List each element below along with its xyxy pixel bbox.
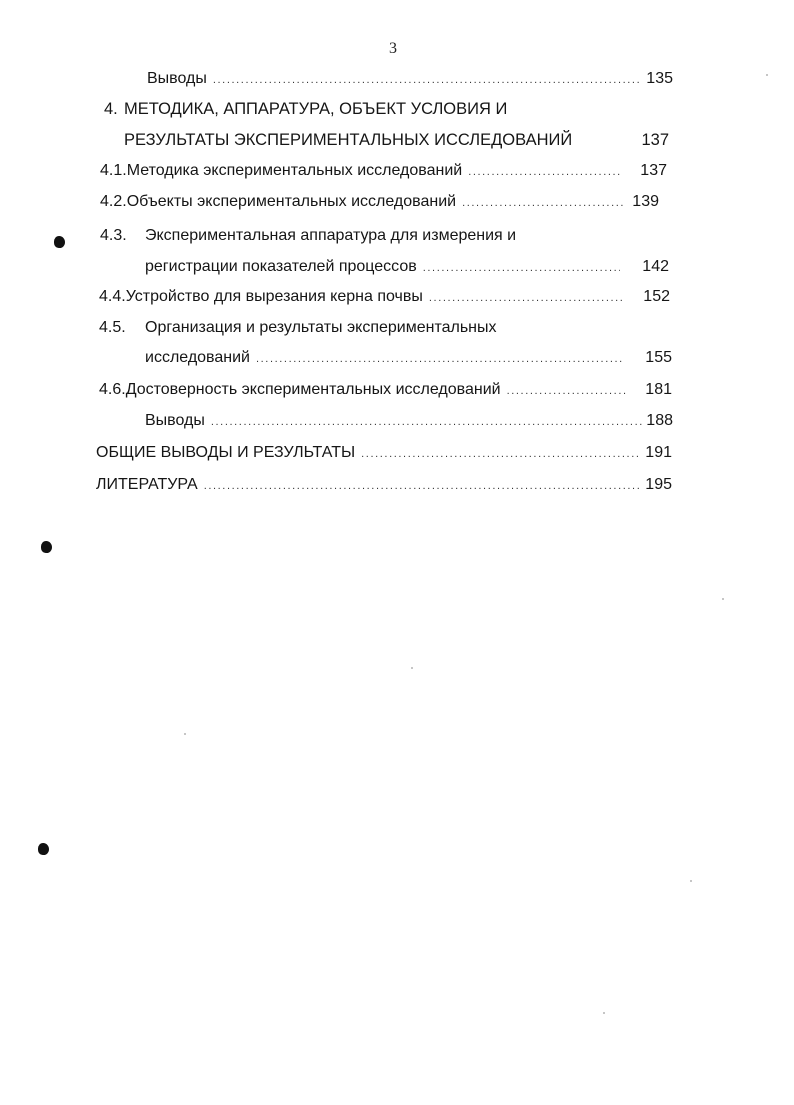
- dot-leader: [213, 69, 642, 91]
- dot-leader: [429, 287, 623, 309]
- toc-entry-page: 135: [646, 70, 673, 87]
- toc-entry-number: 4.: [104, 100, 118, 118]
- dot-leader: [361, 443, 641, 465]
- page-number: 3: [389, 40, 397, 57]
- scan-speck: [411, 667, 413, 669]
- dot-leader: [507, 380, 628, 402]
- scan-speck: [722, 598, 724, 600]
- toc-entry-page: 188: [646, 412, 673, 429]
- scan-speck: [603, 1012, 605, 1014]
- binder-hole-mark: [38, 843, 49, 855]
- toc-entry-number: 4.3.: [100, 227, 127, 244]
- toc-entry-title: ЛИТЕРАТУРА: [96, 476, 198, 493]
- scan-speck: [766, 74, 768, 76]
- toc-entry-4-3: [100, 225, 660, 247]
- toc-entry-4-3-continued: [145, 256, 669, 278]
- toc-entry-number: 4.4.: [99, 288, 126, 305]
- toc-entry-general-conclusions: [96, 442, 672, 464]
- scan-speck: [690, 880, 692, 882]
- toc-entry-page: 191: [645, 444, 672, 461]
- dot-leader: [423, 257, 621, 279]
- toc-entry-page: 155: [645, 349, 672, 366]
- toc-entry-title-continued: регистрации показателей процессов: [145, 258, 417, 275]
- toc-entry-4-5-continued: [145, 347, 672, 369]
- toc-entry-number: 4.5.: [99, 319, 126, 336]
- toc-entry-number: 4.2.: [100, 193, 127, 210]
- toc-entry-title: Объекты экспериментальных исследований: [126, 193, 457, 210]
- toc-entry-literature: [96, 474, 672, 496]
- scan-speck: [184, 733, 186, 735]
- toc-entry-4-2: [100, 191, 659, 213]
- toc-entry-title: Организация и результаты экспериментальных: [145, 319, 497, 336]
- binder-hole-mark: [54, 236, 65, 248]
- toc-entry-title: Выводы: [147, 70, 207, 87]
- dot-leader: [256, 348, 623, 370]
- toc-entry-title: Методика экспериментальных исследований: [126, 162, 463, 179]
- dot-leader: [204, 475, 642, 497]
- toc-entry-number: 4.6.: [99, 381, 126, 398]
- toc-entry-chapter-4-continued: [124, 129, 669, 151]
- binder-hole-mark: [41, 541, 52, 553]
- toc-entry-4-4: [99, 286, 670, 308]
- toc-entry-page: 152: [643, 288, 670, 305]
- dot-leader: [468, 161, 622, 183]
- dot-leader: [211, 411, 642, 433]
- toc-entry-title: ОБЩИЕ ВЫВОДЫ И РЕЗУЛЬТАТЫ: [96, 444, 356, 461]
- toc-entry-page: 137: [640, 162, 667, 179]
- toc-entry-page: 137: [641, 131, 669, 149]
- toc-entry-number: 4.1.: [100, 162, 127, 179]
- toc-entry-title: Выводы: [145, 412, 205, 429]
- toc-entry-title: Устройство для вырезания керна почвы: [125, 288, 423, 305]
- toc-entry-4-6: [99, 379, 672, 401]
- toc-entry-vyvody-4: [145, 410, 673, 432]
- toc-entry-chapter-4: [104, 98, 664, 120]
- toc-entry-page: 181: [645, 381, 672, 398]
- toc-entry-4-1: [100, 160, 667, 182]
- toc-entry-vyvody-3: [147, 68, 673, 90]
- toc-entry-title: Экспериментальная аппаратура для измерения и: [145, 227, 517, 244]
- toc-entry-4-5: [99, 317, 659, 339]
- toc-entry-page: 142: [642, 258, 669, 275]
- toc-entry-page: 195: [645, 476, 672, 493]
- table-of-contents: [0, 0, 794, 520]
- toc-entry-title: Достоверность экспериментальных исследований: [125, 381, 501, 398]
- toc-entry-title-continued: исследований: [145, 349, 250, 366]
- toc-entry-page: 139: [632, 193, 659, 210]
- dot-leader: [462, 192, 624, 214]
- toc-entry-title-continued: РЕЗУЛЬТАТЫ ЭКСПЕРИМЕНТАЛЬНЫХ ИССЛЕДОВАНИЙ: [124, 131, 573, 149]
- toc-entry-title: МЕТОДИКА, АППАРАТУРА, ОБЪЕКТ УСЛОВИЯ И: [124, 100, 508, 118]
